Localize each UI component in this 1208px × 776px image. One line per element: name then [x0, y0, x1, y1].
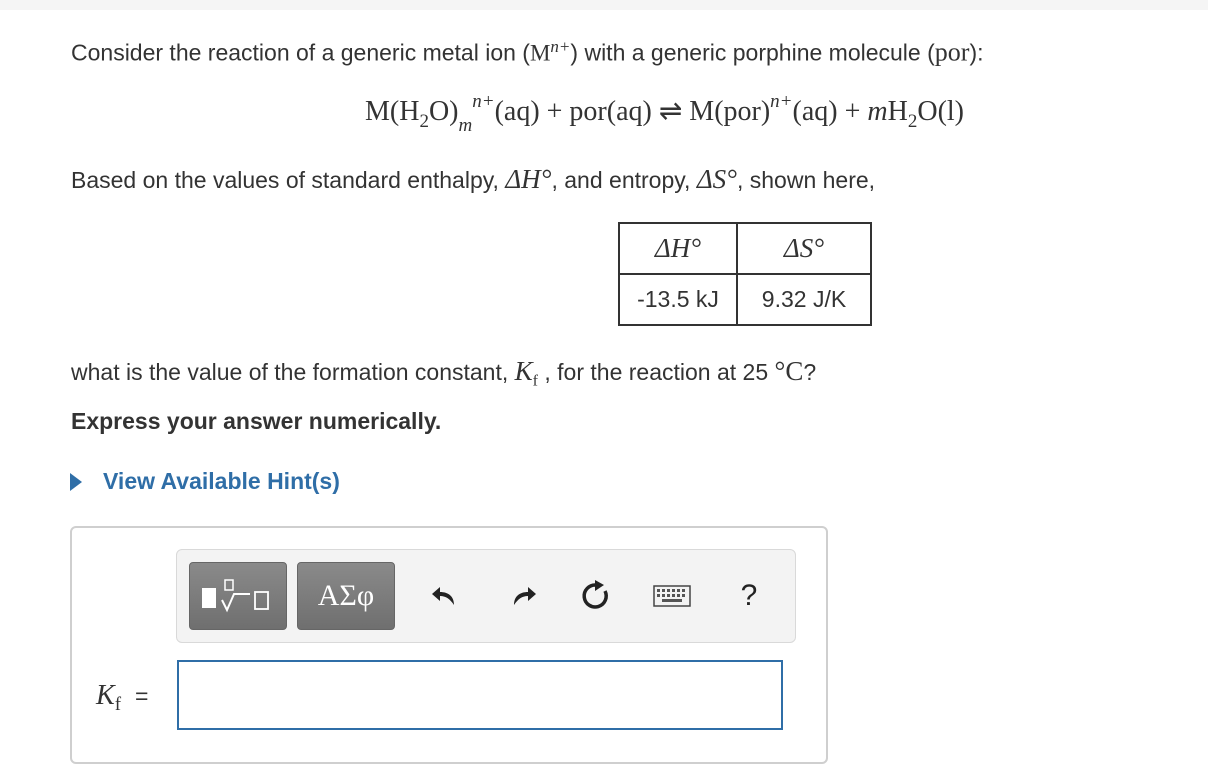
question-intro: Consider the reaction of a generic metal ion $(M^{n+})$ with a generic porphine molecule (por):	[71, 37, 984, 67]
templates-button[interactable]	[189, 562, 287, 630]
top-bar	[0, 0, 1208, 10]
instruction-text: Express your answer numerically.	[71, 408, 442, 434]
keyboard-button[interactable]	[650, 574, 694, 618]
thermo-data-table	[618, 222, 872, 326]
answer-panel	[70, 526, 828, 764]
fraction-sqrt-template-icon	[198, 576, 278, 616]
reset-button[interactable]	[574, 574, 618, 618]
view-hints-link[interactable]	[70, 468, 340, 495]
redo-icon	[509, 581, 539, 611]
table-header-enthalpy: ΔH°	[619, 223, 737, 274]
reaction-equation: $M(H_2O)_m^{n+}(aq) + por(aq)$ ⇌ $M(por)^{n+}(aq) + mH_2O(l)$	[365, 91, 964, 136]
redo-button[interactable]	[502, 574, 546, 618]
math-toolbar	[176, 549, 796, 643]
keyboard-icon	[653, 584, 691, 608]
answer-label: $K_f$ =	[96, 680, 149, 715]
table-header-entropy: ΔS°	[737, 223, 871, 274]
question-based-on: Based on the values of standard enthalpy, ΔH°, and entropy, ΔS°, shown here,	[71, 164, 876, 194]
kf-answer-input[interactable]	[177, 660, 783, 730]
caret-right-icon	[70, 473, 82, 491]
undo-icon	[429, 581, 459, 611]
help-button[interactable]: ?	[740, 579, 758, 612]
symbols-button[interactable]: ΑΣφ	[297, 562, 395, 630]
undo-button[interactable]	[422, 574, 466, 618]
reset-icon	[579, 579, 613, 613]
table-value-enthalpy: -13.5 kJ	[619, 274, 737, 325]
hint-label: View Available Hint(s)	[103, 468, 340, 494]
table-value-entropy: 9.32 J/K	[737, 274, 871, 325]
question-ask: what is the value of the formation constant, $K_f$ , for the reaction at 25 °C?	[71, 356, 817, 390]
